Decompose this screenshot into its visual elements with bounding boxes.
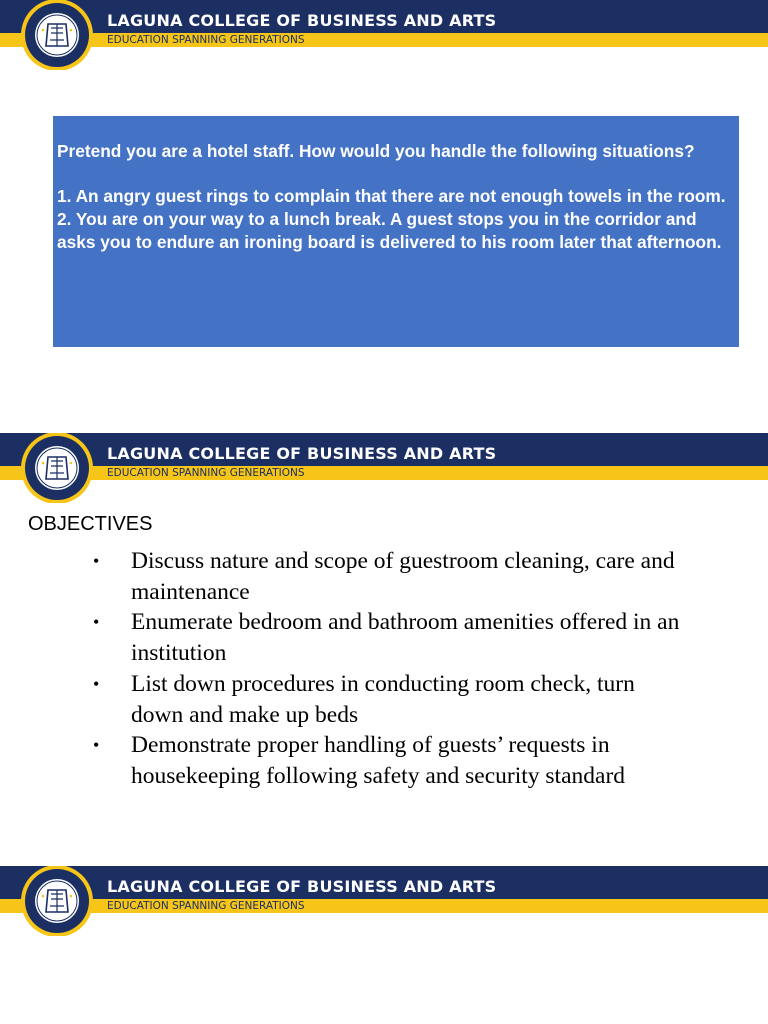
college-tagline: EDUCATION SPANNING GENERATIONS xyxy=(107,900,305,912)
objective-text: List down procedures in conducting room check, turn down and make up beds xyxy=(131,670,635,728)
scenario-question-box xyxy=(53,116,739,347)
college-seal-logo xyxy=(18,433,96,503)
objective-text: Enumerate bedroom and bathroom amenities offered in an institution xyxy=(131,609,680,667)
objective-text: Demonstrate proper handling of guests’ requests in housekeeping following safety and security standard xyxy=(131,732,626,789)
college-name: LAGUNA COLLEGE OF BUSINESS AND ARTS xyxy=(107,444,497,463)
objectives-heading: OBJECTIVES xyxy=(28,513,153,535)
objective-text: Discuss nature and scope of guestroom cleaning, care and maintenance xyxy=(131,548,675,605)
slide-2 xyxy=(0,433,768,865)
college-tagline: EDUCATION SPANNING GENERATIONS xyxy=(107,34,305,46)
college-banner xyxy=(0,0,768,48)
objective-item xyxy=(90,546,690,607)
bullet-icon: • xyxy=(93,735,100,756)
scenario-item: 2. You are on your way to a lunch break. A guest stops you in the corridor and asks you to endure an ironing board is delivered to his room later that afternoon. xyxy=(57,209,722,252)
objectives-list xyxy=(90,546,690,792)
slide-1 xyxy=(0,0,768,432)
college-name: LAGUNA COLLEGE OF BUSINESS AND ARTS xyxy=(107,877,497,896)
bullet-icon: • xyxy=(93,673,100,694)
college-tagline: EDUCATION SPANNING GENERATIONS xyxy=(107,467,305,479)
scenario-intro: Pretend you are a hotel staff. How would you handle the following situations? xyxy=(57,141,695,161)
objective-item xyxy=(90,730,690,791)
bullet-icon: • xyxy=(93,612,100,633)
scenario-item: 1. An angry guest rings to complain that there are not enough towels in the room. xyxy=(57,186,726,207)
objective-item xyxy=(90,669,690,730)
objective-item xyxy=(90,607,690,668)
college-seal-logo xyxy=(18,866,96,936)
college-name: LAGUNA COLLEGE OF BUSINESS AND ARTS xyxy=(107,11,497,30)
bullet-icon: • xyxy=(93,551,100,571)
college-banner xyxy=(0,866,768,914)
college-banner xyxy=(0,433,768,481)
college-seal-logo xyxy=(18,0,96,70)
slide-3 xyxy=(0,866,768,1024)
